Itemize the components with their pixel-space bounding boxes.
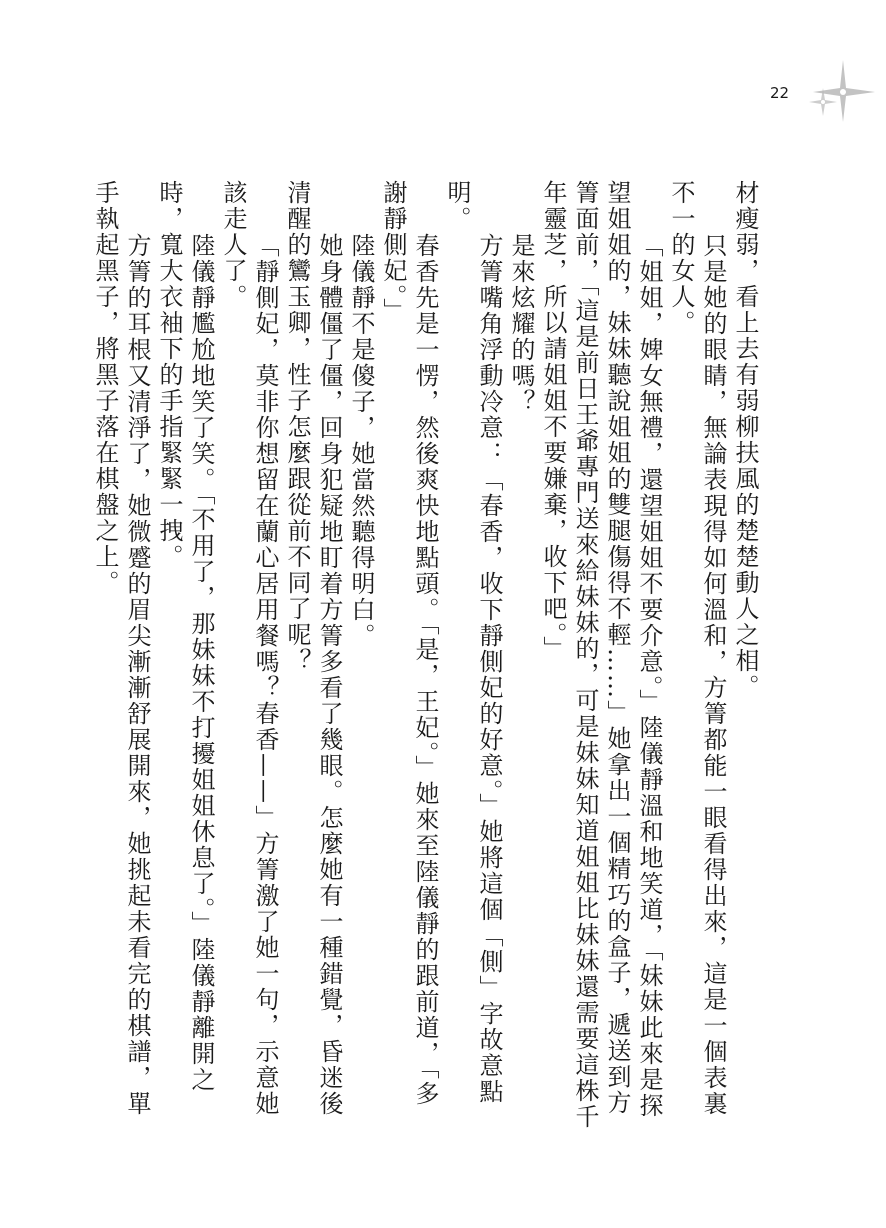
paragraph-4: 是來炫耀的嗎？: [507, 232, 535, 415]
paragraph-5: 方箐嘴角浮動冷意：「春香，收下靜側妃的好意。」她將這個「側」字故意點明。: [443, 180, 503, 1105]
paragraph-10: 陸儀靜尷尬地笑了笑。「不用了，那妹妹不打擾姐姐休息了。」陸儀靜離開之時，寬大衣袖下的手指緊緊一拽。: [155, 180, 215, 1093]
paragraph-9: 「靜側妃，莫非你想留在蘭心居用餐嗎？春香——」方箐激了她一句，示意她該走人了。: [219, 180, 279, 1117]
novel-text-block: [89, 180, 761, 1130]
paragraph-8: 她身體僵了僵，回身犯疑地盯着方箐多看了幾眼。怎麼她有一種錯覺，昏迷後清醒的鸞玉卿，性子怎麼跟從前不同了呢？: [283, 180, 343, 1117]
paragraph-3: 「姐姐，婢女無禮，還望姐姐不要介意。」陸儀靜溫和地笑道，「妹妹此來是探望姐姐的，妹妹聽說姐姐的雙腿傷得不輕……」她拿出一個精巧的盒子，遞送到方箐面前，「這是前日王爺專門送來給妹妹的，可是妹妹知道姐姐比妹妹還需要這株千年靈芝，所以請姐姐不要嫌棄，收下吧。」: [539, 180, 663, 1130]
page-number: 22: [770, 84, 790, 102]
paragraph-2: 只是她的眼睛，無論表現得如何溫和，方箐都能一眼看得出來，這是一個表裏不一的女人。: [667, 180, 727, 1117]
paragraph-7: 陸儀靜不是傻子，她當然聽得明白。: [347, 232, 375, 649]
sparkle-decoration-icon: [795, 60, 875, 130]
paragraph-6: 春香先是一愣，然後爽快地點頭。「是，王妃。」她來至陸儀靜的跟前道，「多謝靜側妃。」: [379, 180, 439, 1107]
paragraph-1: 材瘦弱，看上去有弱柳扶風的楚楚動人之相。: [731, 180, 759, 700]
paragraph-11: 方箐的耳根又清淨了，她微蹙的眉尖漸漸舒展開來，她挑起未看完的棋譜，單手執起黑子，將黑子落在棋盤之上。: [91, 180, 151, 1117]
